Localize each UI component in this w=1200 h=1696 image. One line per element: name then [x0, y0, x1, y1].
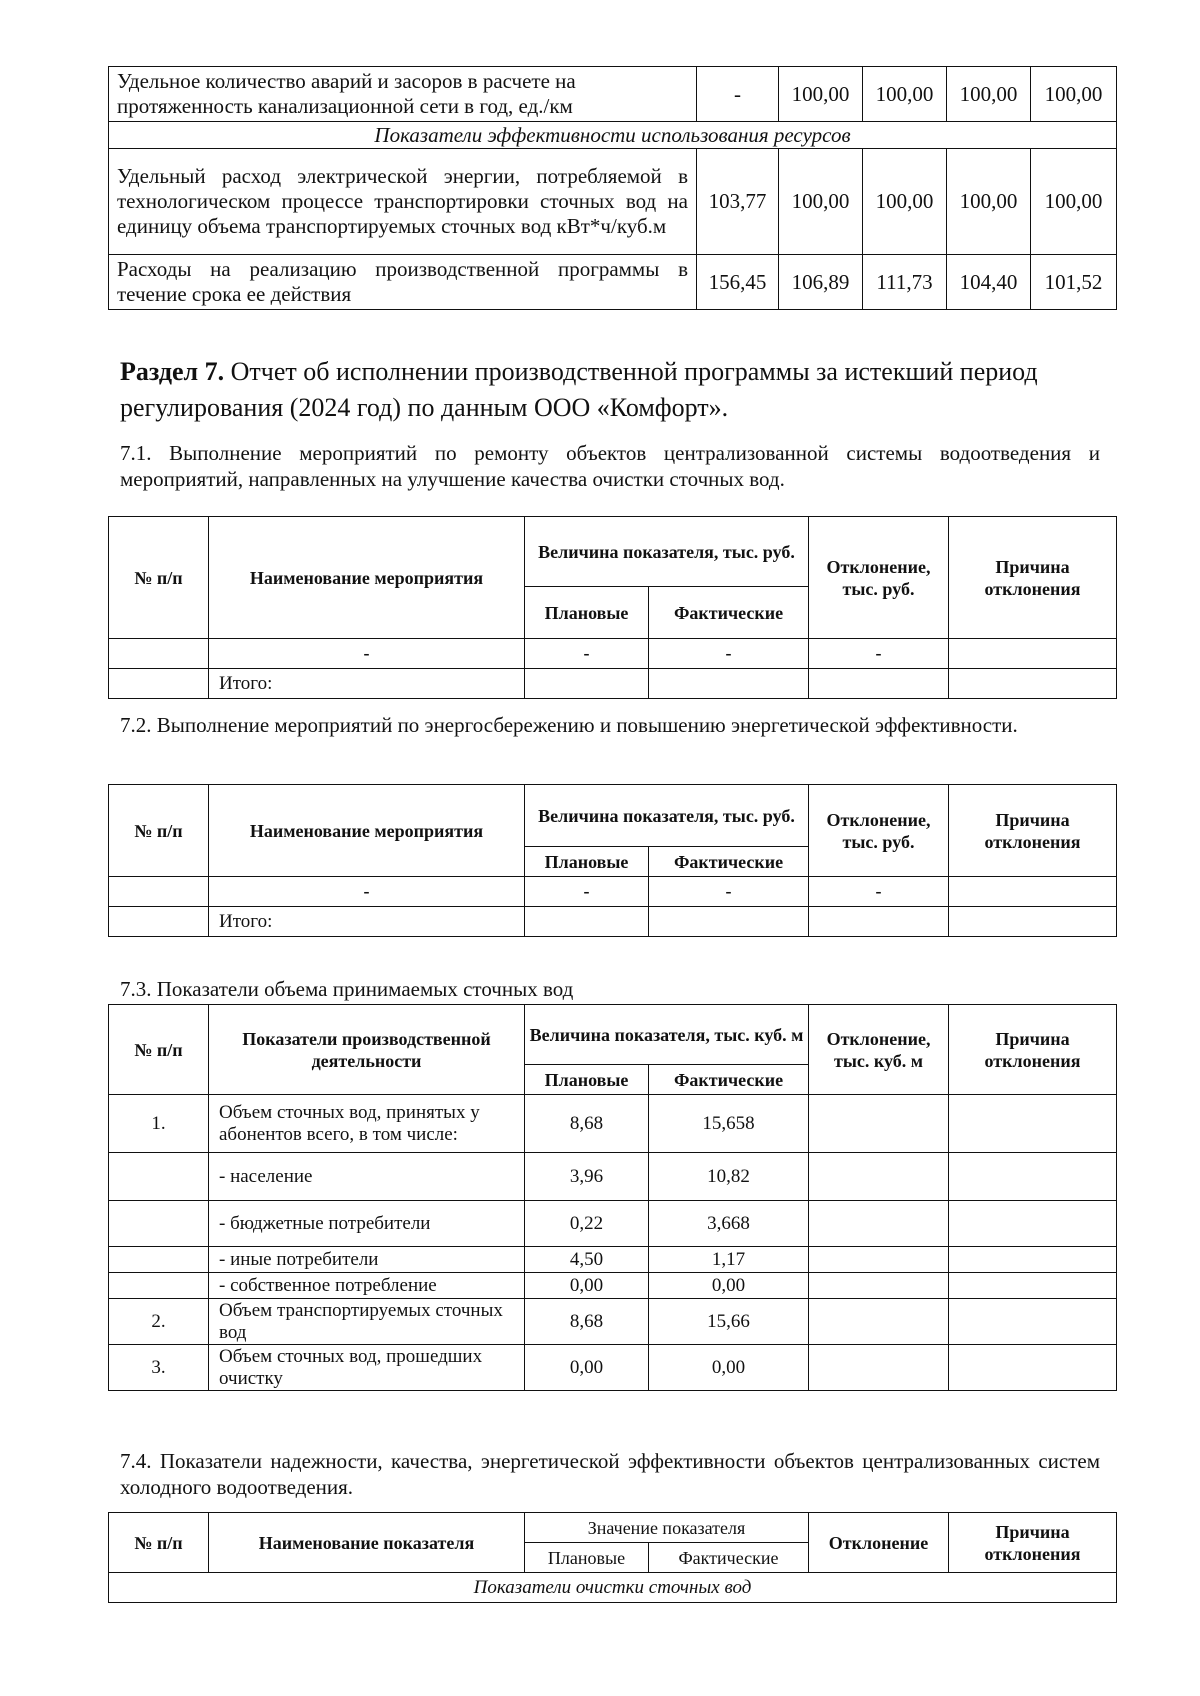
cell-value: 100,00 — [1031, 149, 1117, 255]
cell-value: - — [697, 67, 779, 122]
header-fact: Фактические — [649, 847, 809, 877]
cell-value: 100,00 — [1031, 67, 1117, 122]
header-value: Величина показателя, тыс. куб. м — [525, 1005, 809, 1065]
header-fact: Фактические — [649, 587, 809, 639]
cell-deviation: - — [809, 639, 949, 669]
cell-num — [109, 1247, 209, 1273]
header-plan: Плановые — [525, 847, 649, 877]
table-row — [109, 1299, 1117, 1345]
cell-value: 101,52 — [1031, 255, 1117, 310]
cell-num: 1. — [109, 1095, 209, 1153]
header-value: Значение показателя — [525, 1513, 809, 1543]
row-label: Расходы на реализацию производственной программы в течение срока ее действия — [109, 255, 697, 310]
header-reason: Причина отклонения — [949, 1513, 1117, 1573]
cell-fact: 0,00 — [649, 1273, 809, 1299]
table-row — [109, 1345, 1117, 1391]
cell-name: - население — [209, 1153, 525, 1201]
header-reason: Причина отклонения — [949, 785, 1117, 877]
cell-value: 100,00 — [947, 67, 1031, 122]
header-num: № п/п — [109, 785, 209, 877]
table-row — [109, 877, 1117, 907]
paragraph-7-1: 7.1. Выполнение мероприятий по ремонту объектов централизованной системы водоотведения и мероприятий, направленных на улучшение качества очистки сточных вод. — [120, 441, 1100, 491]
cell-value: 100,00 — [947, 149, 1031, 255]
header-fact: Фактические — [649, 1543, 809, 1573]
cell-num: 2. — [109, 1299, 209, 1345]
table-row — [109, 149, 1117, 255]
cell-name: - собственное потребление — [209, 1273, 525, 1299]
header-deviation: Отклонение, тыс. руб. — [809, 517, 949, 639]
cell-plan: 3,96 — [525, 1153, 649, 1201]
table-row — [109, 1153, 1117, 1201]
cell-name: - — [209, 639, 525, 669]
header-reason: Причина отклонения — [949, 1005, 1117, 1095]
header-num: № п/п — [109, 1005, 209, 1095]
cell-name: Объем сточных вод, прошедших очистку — [209, 1345, 525, 1391]
header-name: Наименование мероприятия — [209, 785, 525, 877]
cell-value: 104,40 — [947, 255, 1031, 310]
table-row — [109, 1247, 1117, 1273]
table-row — [109, 67, 1117, 122]
paragraph-7-4: 7.4. Показатели надежности, качества, энергетической эффективности объектов централизованных систем холодного водоотведения. — [120, 1449, 1100, 1499]
cell-plan: - — [525, 877, 649, 907]
cell-fact: - — [649, 877, 809, 907]
table-row — [109, 1273, 1117, 1299]
cell-fact: 0,00 — [649, 1345, 809, 1391]
cell-fact: 10,82 — [649, 1153, 809, 1201]
table-section-row — [109, 1573, 1117, 1603]
header-value: Величина показателя, тыс. руб. — [525, 517, 809, 587]
cell-plan: 8,68 — [525, 1095, 649, 1153]
cell-value: 103,77 — [697, 149, 779, 255]
cell-value: 100,00 — [779, 67, 863, 122]
table-7-2 — [108, 784, 1117, 937]
table-section-row — [109, 122, 1117, 149]
section-title: Отчет об исполнении производственной программы за истекший период регулирования (2024 год) по данным ООО «Комфорт». — [120, 357, 1038, 422]
cell-name: - бюджетные потребители — [209, 1201, 525, 1247]
cell-value: 100,00 — [779, 149, 863, 255]
section-title: Показатели эффективности использования ресурсов — [109, 122, 1117, 149]
paragraph-7-2: 7.2. Выполнение мероприятий по энергосбережению и повышению энергетической эффективности. — [120, 713, 1018, 737]
cell-plan: - — [525, 639, 649, 669]
header-num: № п/п — [109, 1513, 209, 1573]
table-header-row — [109, 1513, 1117, 1543]
header-num: № п/п — [109, 517, 209, 639]
cell-plan: 8,68 — [525, 1299, 649, 1345]
table-row — [109, 1095, 1117, 1153]
header-deviation: Отклонение, тыс. куб. м — [809, 1005, 949, 1095]
header-reason: Причина отклонения — [949, 517, 1117, 639]
row-label: Удельный расход электрической энергии, потребляемой в технологическом процессе транспортировки сточных вод на единицу объема транспортируемых сточных вод кВт*ч/куб.м — [109, 149, 697, 255]
header-name: Показатели производственной деятельности — [209, 1005, 525, 1095]
cell-value: 156,45 — [697, 255, 779, 310]
cell-fact: 15,658 — [649, 1095, 809, 1153]
row-label: Удельное количество аварий и засоров в расчете на протяженность канализационной сети в год, ед./км — [109, 67, 697, 122]
table-header-row — [109, 1005, 1117, 1065]
table-header-row — [109, 517, 1117, 587]
cell-fact: 3,668 — [649, 1201, 809, 1247]
header-name: Наименование мероприятия — [209, 517, 525, 639]
cell-deviation: - — [809, 877, 949, 907]
table-7-4 — [108, 1512, 1117, 1603]
cell-value: 106,89 — [779, 255, 863, 310]
table-row — [109, 639, 1117, 669]
cell-name: Объем транспортируемых сточных вод — [209, 1299, 525, 1345]
header-fact: Фактические — [649, 1065, 809, 1095]
cell-num — [109, 1201, 209, 1247]
table-total-row — [109, 669, 1117, 699]
total-label: Итого: — [209, 907, 525, 937]
table-row — [109, 255, 1117, 310]
cell-num — [109, 1153, 209, 1201]
header-value: Величина показателя, тыс. руб. — [525, 785, 809, 847]
header-deviation: Отклонение — [809, 1513, 949, 1573]
paragraph-7-3: 7.3. Показатели объема принимаемых сточных вод — [120, 977, 574, 1001]
cell-plan: 0,00 — [525, 1345, 649, 1391]
table-header-row — [109, 785, 1117, 847]
cell-name: - — [209, 877, 525, 907]
section-label: Раздел 7. — [120, 357, 225, 386]
header-deviation: Отклонение, тыс. руб. — [809, 785, 949, 877]
cell-value: 100,00 — [863, 149, 947, 255]
header-plan: Плановые — [525, 1543, 649, 1573]
cell-num: 3. — [109, 1345, 209, 1391]
cell-value: 111,73 — [863, 255, 947, 310]
cell-fact: - — [649, 639, 809, 669]
cell-plan: 4,50 — [525, 1247, 649, 1273]
cell-fact: 15,66 — [649, 1299, 809, 1345]
cell-name: - иные потребители — [209, 1247, 525, 1273]
table-total-row — [109, 907, 1117, 937]
indicators-table — [108, 66, 1117, 310]
cell-plan: 0,22 — [525, 1201, 649, 1247]
table-7-3 — [108, 1004, 1117, 1391]
cell-value: 100,00 — [863, 67, 947, 122]
cell-plan: 0,00 — [525, 1273, 649, 1299]
table-row — [109, 1201, 1117, 1247]
cell-fact: 1,17 — [649, 1247, 809, 1273]
table-7-1 — [108, 516, 1117, 699]
section-title: Показатели очистки сточных вод — [109, 1573, 1117, 1603]
cell-num — [109, 1273, 209, 1299]
total-label: Итого: — [209, 669, 525, 699]
header-plan: Плановые — [525, 1065, 649, 1095]
section-heading — [120, 354, 1132, 426]
header-plan: Плановые — [525, 587, 649, 639]
header-name: Наименование показателя — [209, 1513, 525, 1573]
cell-name: Объем сточных вод, принятых у абонентов всего, в том числе: — [209, 1095, 525, 1153]
